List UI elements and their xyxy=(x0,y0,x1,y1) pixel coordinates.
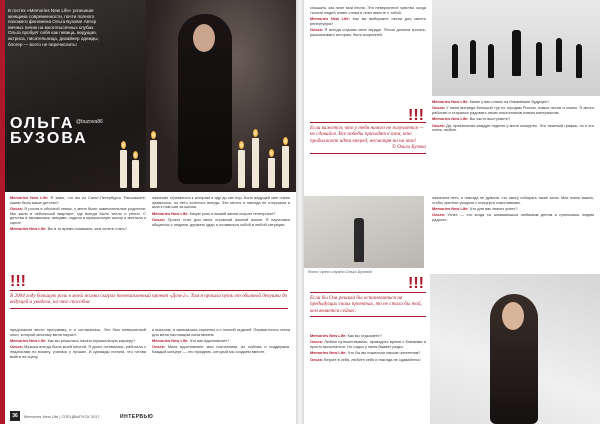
left-column-2 xyxy=(152,196,290,276)
paragraph xyxy=(152,345,290,354)
right-column-3 xyxy=(432,196,594,270)
paragraph-text: Как вы решились начать музыкальную карьеру? xyxy=(47,338,136,343)
paragraph-text: Я знаю, что вы из Санкт-Петербурга. Расскажите, каким было ваше детство? xyxy=(10,196,146,205)
dancer-figure xyxy=(470,40,476,74)
paragraph xyxy=(152,218,290,227)
paragraph xyxy=(310,340,426,349)
pull-quote-text: Если кажется, что у тебя ничего не получается — не сдавайся. Все победы приходят к тем, кто продолжает идти вперед, несмотря ни на что! xyxy=(310,125,424,144)
left-page xyxy=(0,0,296,424)
accent-ribbon xyxy=(0,0,5,424)
dancers-photo xyxy=(432,0,600,96)
paragraph-text: Какие у вас планы на ближайшее будущее? xyxy=(469,100,550,104)
speaker: Memories New Life: xyxy=(10,338,47,343)
speaker: Ольга: xyxy=(310,356,323,362)
paragraph xyxy=(310,28,426,37)
paragraph xyxy=(432,213,594,222)
paragraph xyxy=(10,196,146,205)
pull-quote-signature: © Ольга Бузова xyxy=(391,144,426,151)
paragraph xyxy=(10,345,146,359)
left-column-3 xyxy=(10,328,146,408)
left-column-1 xyxy=(10,196,146,276)
pull-quote: В 2004 году большую роль в моей жизни сыграл телевизионный проект «Дом-2». Там я прошла путь от обычной девушки до ведущей и увидела, на что способна. xyxy=(10,290,288,309)
speaker: Ольга: xyxy=(152,344,165,350)
speaker: Ольга: xyxy=(432,105,445,111)
intro-text: В гостях «Memories New Life» успешная женщина современности, почти полного похожего феномена Ольга Бузова! Автор яичных пенок на многотысячных клубах. Ольга пробует себя как певица, ведущая, актриса, писательница, дизайнер одежды, блогер — всего не перечислить! xyxy=(8,8,99,47)
photo-caption: Фото: пресс-служба Ольги Бузовой xyxy=(308,270,372,274)
quote-marks: !!! xyxy=(10,273,26,290)
paragraph xyxy=(10,328,146,337)
paragraph-text: Вы в то время понимали, кем хотите стать? xyxy=(47,226,127,232)
dancer-figure xyxy=(536,42,542,76)
paragraph-text: У меня впереди большой тур по городам России, новые песни и клипы. Я много работаю и стараюсь радовать своих поклонников новым материалом. xyxy=(432,105,594,115)
speaker: Memories New Life: xyxy=(432,206,469,211)
quote-marks: !!! xyxy=(408,107,424,124)
paragraph-text: Как вы отдыхаете? xyxy=(347,334,382,338)
candle-flame xyxy=(253,129,258,137)
paragraph-text: Что для вас значит успех? xyxy=(469,206,518,211)
paragraph xyxy=(10,227,146,232)
speaker: Memories New Life: xyxy=(310,16,350,21)
speaker: Ольга: xyxy=(10,344,23,350)
speaker: Memories New Life: xyxy=(432,116,469,122)
right-column-1 xyxy=(310,6,426,106)
paragraph xyxy=(432,124,594,133)
dancer-figure xyxy=(576,44,582,78)
candle xyxy=(132,160,139,188)
candle xyxy=(150,140,157,188)
title-last-name: БУЗОВА xyxy=(10,130,88,147)
paragraph-text: Люблю путешествовать, проводить время с близкими и просто высыпаться. Но отдых у меня бывает редко. xyxy=(310,339,426,349)
speaker: Memories New Life: xyxy=(310,350,347,356)
candle xyxy=(268,158,275,188)
paragraph xyxy=(432,196,594,205)
paragraph-text: Как вы выбираете песни для своего репертуара? xyxy=(310,16,426,26)
paragraph xyxy=(310,358,426,363)
speaker: Memories New Life: xyxy=(310,334,347,338)
paragraph-text: Я росла в обычной семье, у меня были замечательные родители. Мы жили в небольшой квартире, где всегда было тепло и уютно. С детства я занималась танцами, ходила в музыкальную школу и мечтала о сцене. xyxy=(10,206,146,226)
speaker: Ольга: xyxy=(432,212,445,218)
spread-gutter xyxy=(296,0,304,424)
quote-marks: !!! xyxy=(408,275,424,292)
dancer-figure xyxy=(556,38,562,72)
paragraph-text: Что бы вы пожелали нашим читателям? xyxy=(347,350,421,356)
paragraph-text: Что вас вдохновляет? xyxy=(189,338,230,343)
candle xyxy=(252,138,259,188)
pull-quote xyxy=(310,122,426,154)
speaker: Memories New Life: xyxy=(152,338,189,343)
singer-face xyxy=(193,24,215,52)
instagram-handle: @buzova86 xyxy=(76,119,103,125)
speaker: Memories New Life: xyxy=(10,226,47,232)
paragraph xyxy=(432,207,594,212)
candle xyxy=(238,150,245,188)
section-label: ИНТЕРВЬЮ xyxy=(120,414,154,420)
speaker: Memories New Life: xyxy=(432,100,469,104)
paragraph-text: начинала петь, я никогда не думала, что смогу собирать такие залы. Мне очень важно, чтобы зрители уходили с концерта счастливыми. xyxy=(432,196,594,205)
paragraph-text: Меня вдохновляют мои поклонники, их любовь и поддержка. Каждый концерт — это праздник, который мы создаем вместе. xyxy=(152,344,290,354)
speaker: Ольга: xyxy=(310,339,323,345)
candle-flame xyxy=(133,151,138,159)
speaker: Memories New Life: xyxy=(152,210,189,216)
page-number: 36 xyxy=(10,411,20,421)
candle xyxy=(120,150,127,188)
paragraph xyxy=(310,351,426,356)
paragraph-text: Проект стал для меня огромной школой жизни. Я научилась общаться с людьми, держать удар и оставаться собой в любой ситуации. xyxy=(152,217,290,227)
candle-flame xyxy=(121,141,126,149)
candle-flame xyxy=(151,131,156,139)
performer-figure xyxy=(354,218,364,262)
paragraph xyxy=(152,328,290,337)
paragraph xyxy=(10,339,146,344)
paragraph xyxy=(152,196,290,210)
singer-portrait-face xyxy=(502,302,524,330)
dancer-figure xyxy=(488,44,494,78)
paragraph xyxy=(310,6,426,15)
paragraph-text: Успех — это когда ты занимаешься любимым делом и приносишь людям радость. xyxy=(432,212,594,222)
paragraph xyxy=(432,117,594,122)
paragraph-text: Музыка всегда была моей мечтой. Я долго готовилась, работала с педагогами по вокалу, училась у лучших. И однажды поняла, что готова выйти на сцену. xyxy=(10,344,146,359)
concert-photo xyxy=(304,196,424,268)
paragraph-text: Верьте в себя, любите себя и никогда не сдавайтесь! xyxy=(324,356,421,362)
paragraph-text: Я всегда слушаю свое сердце. Песня должна трогать, рассказывать историю, быть искренней. xyxy=(310,27,426,37)
candle-flame xyxy=(239,141,244,149)
hero-photo xyxy=(0,0,296,192)
right-column-2 xyxy=(432,100,594,192)
paragraph xyxy=(152,339,290,344)
left-column-4 xyxy=(152,328,290,408)
paragraph xyxy=(10,207,146,226)
right-page xyxy=(304,0,600,424)
paragraph xyxy=(432,100,594,105)
speaker: Ольга: xyxy=(432,122,445,128)
pull-quote: Если бы Оля решила бы остановиться на предыдущих своих проектах, то не стала бы той, кем является сейчас. xyxy=(310,292,426,317)
candle-flame xyxy=(269,149,274,157)
portrait-photo xyxy=(430,274,600,424)
paragraph-text: слышать, как поют мои песни. Это невероятное чувство, когда тысячи людей знают слова и поют вместе с тобой. xyxy=(310,6,426,15)
speaker: Ольга: xyxy=(310,27,323,32)
paragraph xyxy=(310,17,426,26)
right-column-4 xyxy=(310,334,426,418)
title-first-name: ОЛЬГА xyxy=(10,115,75,132)
paragraph-text: начинает стремиться к которым я иду до сих пор. Быть ведущей мне очень нравилось, но петь хотелось всегда. Эти мечты я никогда не отпускала и шла к ним шаг за шагом. xyxy=(152,196,290,210)
paragraph-text: Да, практически каждую неделю у меня концерты. Это тяжелый график, но я его очень люблю. xyxy=(432,122,594,133)
paragraph xyxy=(152,212,290,217)
paragraph-text: Вы часто выступаете? xyxy=(469,116,511,122)
speaker: Ольга: xyxy=(10,206,23,211)
paragraph-text: и вокалом, я занималась серьезно и с полной отдачей. Первая песня стала для меня настоящим испытанием. xyxy=(152,328,290,337)
speaker: Ольга: xyxy=(152,217,165,222)
paragraph xyxy=(310,334,426,339)
paragraph xyxy=(432,106,594,115)
paragraph-text: предложили вести программу, и я согласилась. Это был невероятный опыт, который многому меня научил. xyxy=(10,328,146,337)
speaker: Memories New Life: xyxy=(10,196,49,200)
paragraph-text: Какую роль в вашей жизни сыграл телепроект? xyxy=(189,210,276,216)
candle xyxy=(282,146,289,188)
candle-flame xyxy=(283,137,288,145)
dancer-figure xyxy=(452,44,458,78)
dancer-figure xyxy=(512,30,521,76)
magazine-footer: Memories New Life | СПЕЦВЫПУСК 2017 xyxy=(24,414,100,419)
